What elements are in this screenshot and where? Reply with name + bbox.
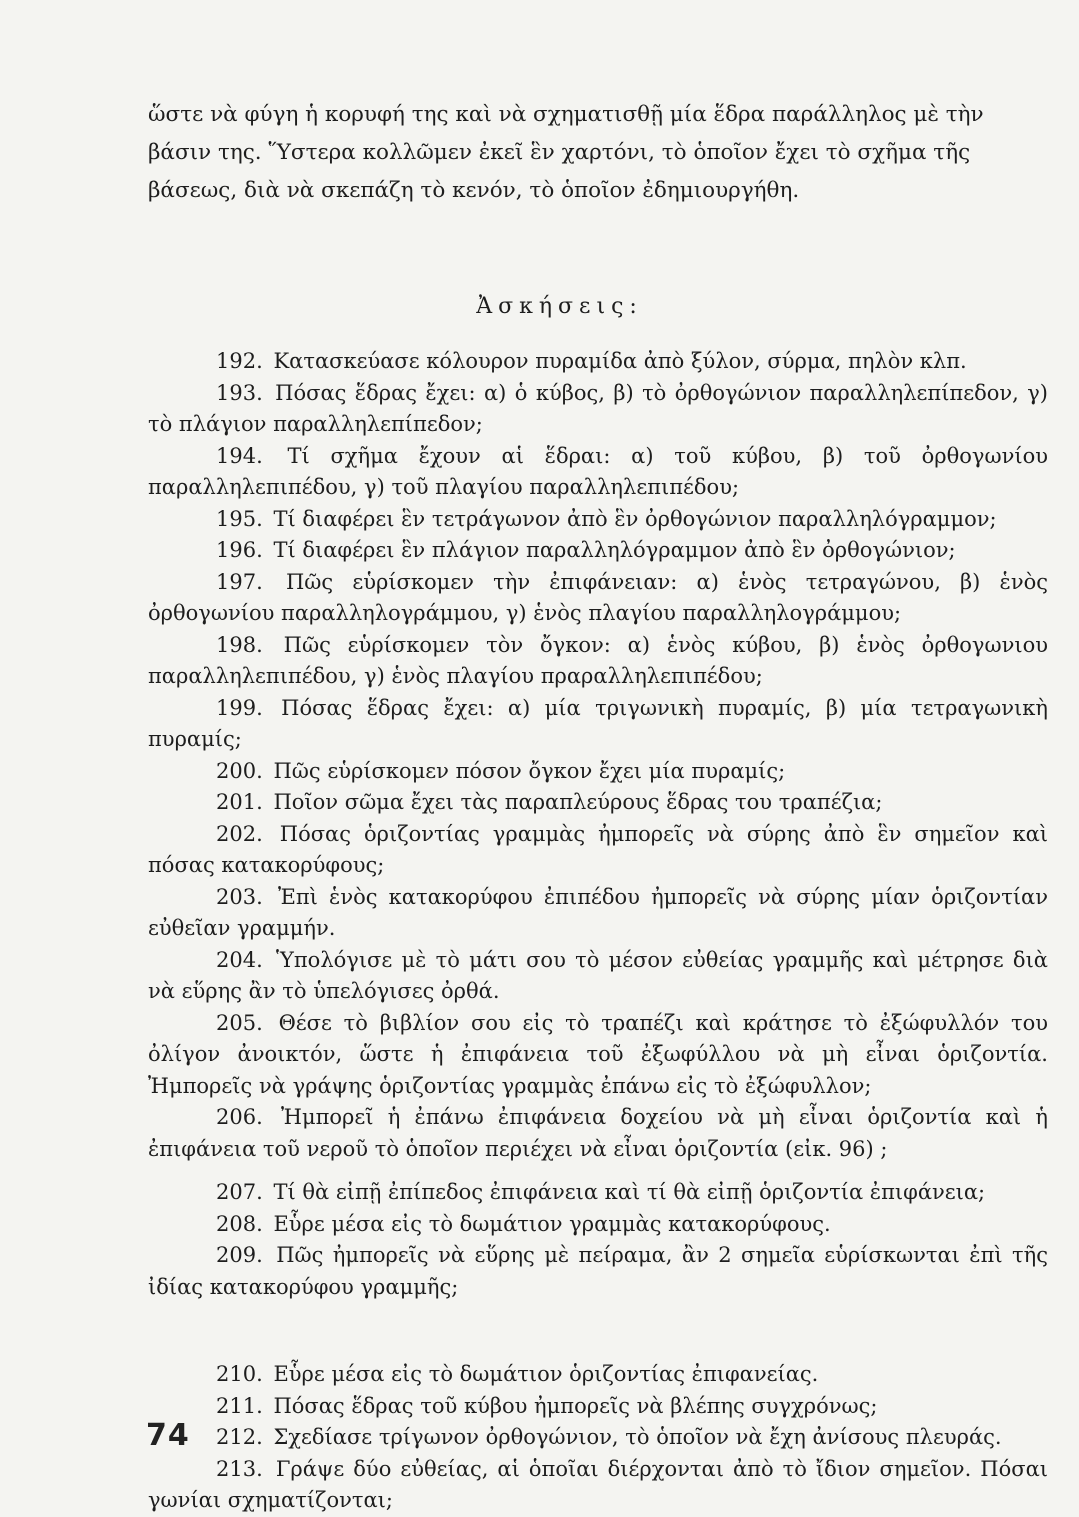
- exercise-item: [148, 346, 1048, 378]
- exercise-number: 196.: [216, 538, 263, 562]
- exercise-number: 197.: [216, 569, 263, 594]
- exercise-item: [148, 1209, 1048, 1241]
- exercise-text: Σχεδίασε τρίγωνον ὀρθογώνιον, τὸ ὁποῖον νὰ ἔχη ἀνίσους πλευράς.: [273, 1425, 1002, 1449]
- exercise-item: [148, 1177, 1048, 1209]
- exercise-text: Τί διαφέρει ἓν τετράγωνον ἀπὸ ἓν ὀρθογώνιον παραλληλόγραμμον;: [273, 506, 997, 531]
- spacer: [148, 1165, 1048, 1177]
- exercise-item: [148, 787, 1048, 819]
- exercise-text: Πῶς ἠμπορεῖς νὰ εὕρης μὲ πείραμα, ἂν 2 σημεῖα εὑρίσκωνται ἐπὶ τῆς ἰδίας κατακορύφου γραμμῆς;: [148, 1243, 1048, 1299]
- exercise-text: Γράψε δύο εὐθείας, αἱ ὁποῖαι διέρχονται ἀπὸ τὸ ἴδιον σημεῖον. Πόσαι γωνίαι σχηματίζονται;: [148, 1456, 1048, 1512]
- exercise-item: [148, 882, 1048, 945]
- exercise-number: 200.: [216, 758, 263, 783]
- exercise-item: [148, 567, 1048, 630]
- exercise-number: 195.: [216, 506, 263, 531]
- exercise-item: [148, 441, 1048, 504]
- exercise-item: [148, 378, 1048, 441]
- exercise-text: Τί σχῆμα ἔχουν αἱ ἕδραι: α) τοῦ κύβου, β) τοῦ ὀρθογωνίου παραλληλεπιπέδου, γ) τοῦ πλαγίου παραλληλεπιπέδου;: [148, 443, 1048, 499]
- exercise-number: 205.: [216, 1010, 263, 1035]
- exercise-item: [148, 945, 1048, 1008]
- exercise-number: 213.: [216, 1456, 263, 1481]
- exercise-number: 210.: [216, 1362, 263, 1386]
- exercise-number: 207.: [216, 1180, 263, 1204]
- exercise-text: Πόσας ἕδρας τοῦ κύβου ἠμπορεῖς νὰ βλέπης συγχρόνως;: [273, 1393, 878, 1418]
- exercise-item: [148, 1240, 1048, 1303]
- exercise-text: Πόσας ἕδρας ἔχει: α) ὁ κύβος, β) τὸ ὀρθογώνιον παραλληλεπίπεδον, γ) τὸ πλάγιον παραλληλεπίπεδον;: [148, 380, 1048, 436]
- exercise-item: [148, 504, 1048, 536]
- exercise-number: 199.: [216, 695, 263, 720]
- exercise-item: [148, 1454, 1048, 1517]
- exercise-text: Πόσας ὁριζοντίας γραμμὰς ἠμπορεῖς νὰ σύρης ἀπὸ ἓν σημεῖον καὶ πόσας κατακορύφους;: [148, 821, 1048, 877]
- exercise-number: 208.: [216, 1211, 263, 1236]
- exercise-number: 198.: [216, 632, 263, 657]
- exercise-item: [148, 1391, 1048, 1423]
- exercise-number: 201.: [216, 790, 263, 814]
- exercise-text: Πόσας ἕδρας ἔχει: α) μία τριγωνικὴ πυραμίς, β) μία τετραγωνικὴ πυραμίς;: [148, 695, 1048, 751]
- exercise-number: 209.: [216, 1243, 263, 1267]
- section-heading: Ἀσκήσεις:: [476, 294, 643, 319]
- exercise-text: Εὗρε μέσα εἰς τὸ δωμάτιον ὁριζοντίας ἐπιφανείας.: [273, 1362, 819, 1386]
- exercise-text: Ὑπολόγισε μὲ τὸ μάτι σου τὸ μέσον εὐθείας γραμμῆς καὶ μέτρησε διὰ νὰ εὕρης ἂν τὸ ὑπελόγισες ὀρθά.: [148, 947, 1048, 1003]
- exercise-item: [148, 1008, 1048, 1103]
- exercise-text: Ἐπὶ ἑνὸς κατακορύφου ἐπιπέδου ἠμπορεῖς νὰ σύρης μίαν ὁριζοντίαν εὐθεῖαν γραμμήν.: [148, 884, 1048, 940]
- exercise-text: Εὗρε μέσα εἰς τὸ δωμάτιον γραμμὰς κατακορύφους.: [273, 1211, 831, 1236]
- exercise-text: Πῶς εὑρίσκομεν τὸν ὄγκον: α) ἑνὸς κύβου, β) ἑνὸς ὀρθογωνιου παραλληλεπιπέδου, γ) ἑνὸς πλαγίου πραραλληλεπιπέδου;: [148, 632, 1048, 688]
- exercise-item: [148, 1102, 1048, 1165]
- exercise-number: 202.: [216, 821, 263, 846]
- exercise-item: [148, 630, 1048, 693]
- exercise-item: [148, 1359, 1048, 1391]
- exercise-item: [148, 535, 1048, 567]
- intro-line: ὥστε νὰ φύγη ἡ κορυφή της καὶ νὰ σχηματισθῇ μία ἕδρα παράλληλος μὲ τὴν: [148, 102, 984, 127]
- intro-line: βάσεως, διὰ νὰ σκεπάζη τὸ κενόν, τὸ ὁποῖον ἐδημιουργήθη.: [148, 178, 800, 203]
- intro-paragraph: [148, 96, 1048, 210]
- exercise-number: 192.: [216, 349, 263, 373]
- exercise-text: Τί θὰ εἰπῇ ἐπίπεδος ἐπιφάνεια καὶ τί θὰ εἰπῇ ὁριζοντία ἐπιφάνεια;: [273, 1180, 986, 1204]
- intro-line: βάσιν της. Ὕστερα κολλῶμεν ἐκεῖ ἓν χαρτόνι, τὸ ὁποῖον ἔχει τὸ σχῆμα τῆς: [148, 140, 971, 165]
- exercise-item: [148, 756, 1048, 788]
- exercise-list: [148, 346, 1048, 1517]
- exercise-text: Κατασκεύασε κόλουρον πυραμίδα ἀπὸ ξύλον, σύρμα, πηλὸν κλπ.: [273, 349, 967, 373]
- exercise-item: [148, 819, 1048, 882]
- spacer: [148, 1303, 1048, 1359]
- exercise-text: Τί διαφέρει ἓν πλάγιον παραλληλόγραμμον ἀπὸ ἓν ὀρθογώνιον;: [273, 538, 956, 562]
- exercise-text: Θέσε τὸ βιβλίον σου εἰς τὸ τραπέζι καὶ κράτησε τὸ ἐξώφυλλόν του ὀλίγον ἀνοικτόν, ὥστε ἡ ἐπιφάνεια τοῦ ἐξωφύλλου νὰ μὴ εἶναι ὁριζοντία. Ἠμπορεῖς νὰ γράψης ὁριζοντίας γραμμὰς ἐπάνω εἰς τὸ ἐξώφυλλον;: [148, 1010, 1048, 1098]
- exercise-number: 212.: [216, 1425, 263, 1449]
- page-number: 74: [146, 1418, 190, 1453]
- exercise-number: 206.: [216, 1105, 263, 1129]
- exercise-item: [148, 693, 1048, 756]
- exercise-text: Ἠμπορεῖ ἡ ἐπάνω ἐπιφάνεια δοχείου νὰ μὴ εἶναι ὁριζοντία καὶ ἡ ἐπιφάνεια τοῦ νεροῦ τὸ ὁποῖον περιέχει νὰ εἶναι ὁριζοντία (εἰκ. 96) ;: [148, 1105, 1048, 1161]
- exercise-number: 193.: [216, 380, 263, 405]
- exercise-item: [148, 1422, 1048, 1454]
- exercise-text: Ποῖον σῶμα ἔχει τὰς παραπλεύρους ἕδρας του τραπέζια;: [273, 790, 883, 814]
- exercise-number: 211.: [216, 1393, 263, 1418]
- exercise-number: 194.: [216, 443, 263, 468]
- exercise-number: 204.: [216, 947, 263, 972]
- exercise-text: Πῶς εὑρίσκομεν πόσον ὄγκον ἔχει μία πυραμίς;: [273, 758, 786, 783]
- exercise-number: 203.: [216, 884, 263, 909]
- exercise-text: Πῶς εὑρίσκομεν τὴν ἐπιφάνειαν: α) ἑνὸς τετραγώνου, β) ἑνὸς ὀρθογωνίου παραλληλογράμμου, γ) ἑνὸς πλαγίου παραλληλογράμμου;: [148, 569, 1048, 625]
